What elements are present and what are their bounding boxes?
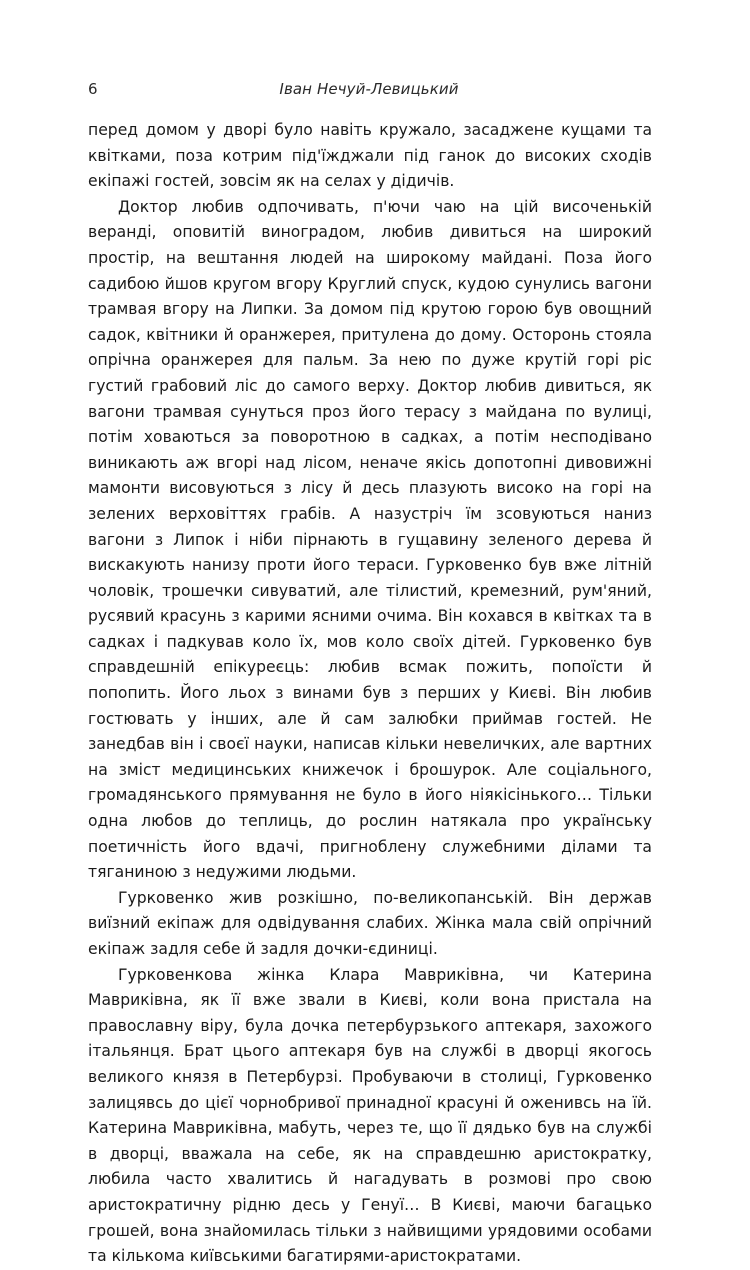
paragraph: перед домом у дворі було навіть кружало, засаджене кущами та квітками, поза котрим під'їжджали під ганок до високих сходів екіпажі гостей, зовсім як на селах у дідичів. xyxy=(88,121,652,191)
body-text xyxy=(88,118,652,1270)
paragraph: Гурковенкова жінка Клара Мавриківна, чи Катерина Мавриківна, як її вже звали в Києві, коли вона пристала на православну віру, була дочка петербурзького аптекаря, захожого італьянця. Брат цього аптекаря був на службі в дворці якогось великого князя в Петербурзі. Пробуваючи в столиці, Гурковенко залицявсь до цієї чорнобривої принадної красуні й оженивсь на їй. Катерина Мавриківна, мабуть, через те, що її дядько був на службі в дворці, вважала на себе, як на справдешню аристократку, любила часто хвалитись й нагадувать в розмові про свою аристократичну рідню десь у Генуї… В Києві, маючи багацько грошей, вона знайомилась тільки з найвищими урядовими особами та кількома київськими багатирями-аристократами. xyxy=(88,965,652,1266)
paragraph: Доктор любив одпочивать, п'ючи чаю на цій височенькій веранді, оповитій виноградом, любив дивиться на широкий простір, на вештання людей на широкому майдані. Поза його садибою йшов кругом вгору Круглий спуск, кудою сунулись вагони трамвая вгору на Липки. За домом під крутою горою був овощний садок, квітники й оранжерея, притулена до дому. Осторонь стояла опрічна оранжерея для пальм. За нею по дуже крутій горі ріс густий грабовий ліс до самого верху. Доктор любив дивиться, як вагони трамвая сунуться проз його терасу з майдана по вулиці, потім ховаються за поворотною в садках, а потім несподівано виникають аж вгорі над лісом, неначе якісь допотопні дивовижні мамонти висовуються з лісу й десь плазують високо на горі на зелених верховіттях грабів. А назустріч їм зсовуються наниз вагони з Липок і ніби пірнають в гущавину зеленого дерева й вискакують нанизу проти його тераси. Гурковенко був вже літній чоловік, трошечки сивуватий, але тілистий, кремезний, рум'яний, русявий красунь з карими ясними очима. Він кохався в квітках та в садках і падкував коло їх, мов коло своїх дітей. Гурковенко був справдешній епікуреєць: любив всмак пожить, попоїсти й попопить. Його льох з винами був з перших у Києві. Він любив гостювать у інших, але й сам залюбки приймав гостей. Не занедбав він і своєї науки, написав кільки невеличких, але вартних на зміст медицинських книжечок і брошурок. Але соціального, громадянського прямування не було в його ніякісінького… Тільки одна любов до теплиць, до рослин натякала про українську поетичність його вдачі, пригноблену служебними ділами та тяганиною з недужими людьми. xyxy=(88,197,652,882)
page-header xyxy=(88,80,650,104)
paragraph: Гурковенко жив розкішно, по-великопанській. Він держав виїзний екіпаж для одвідування слабих. Жінка мала свій опрічний екіпаж задля себе й задля дочки-єдиниці. xyxy=(88,888,652,958)
running-title: Іван Нечуй-Левицький xyxy=(279,80,459,98)
page-number: 6 xyxy=(88,80,98,98)
